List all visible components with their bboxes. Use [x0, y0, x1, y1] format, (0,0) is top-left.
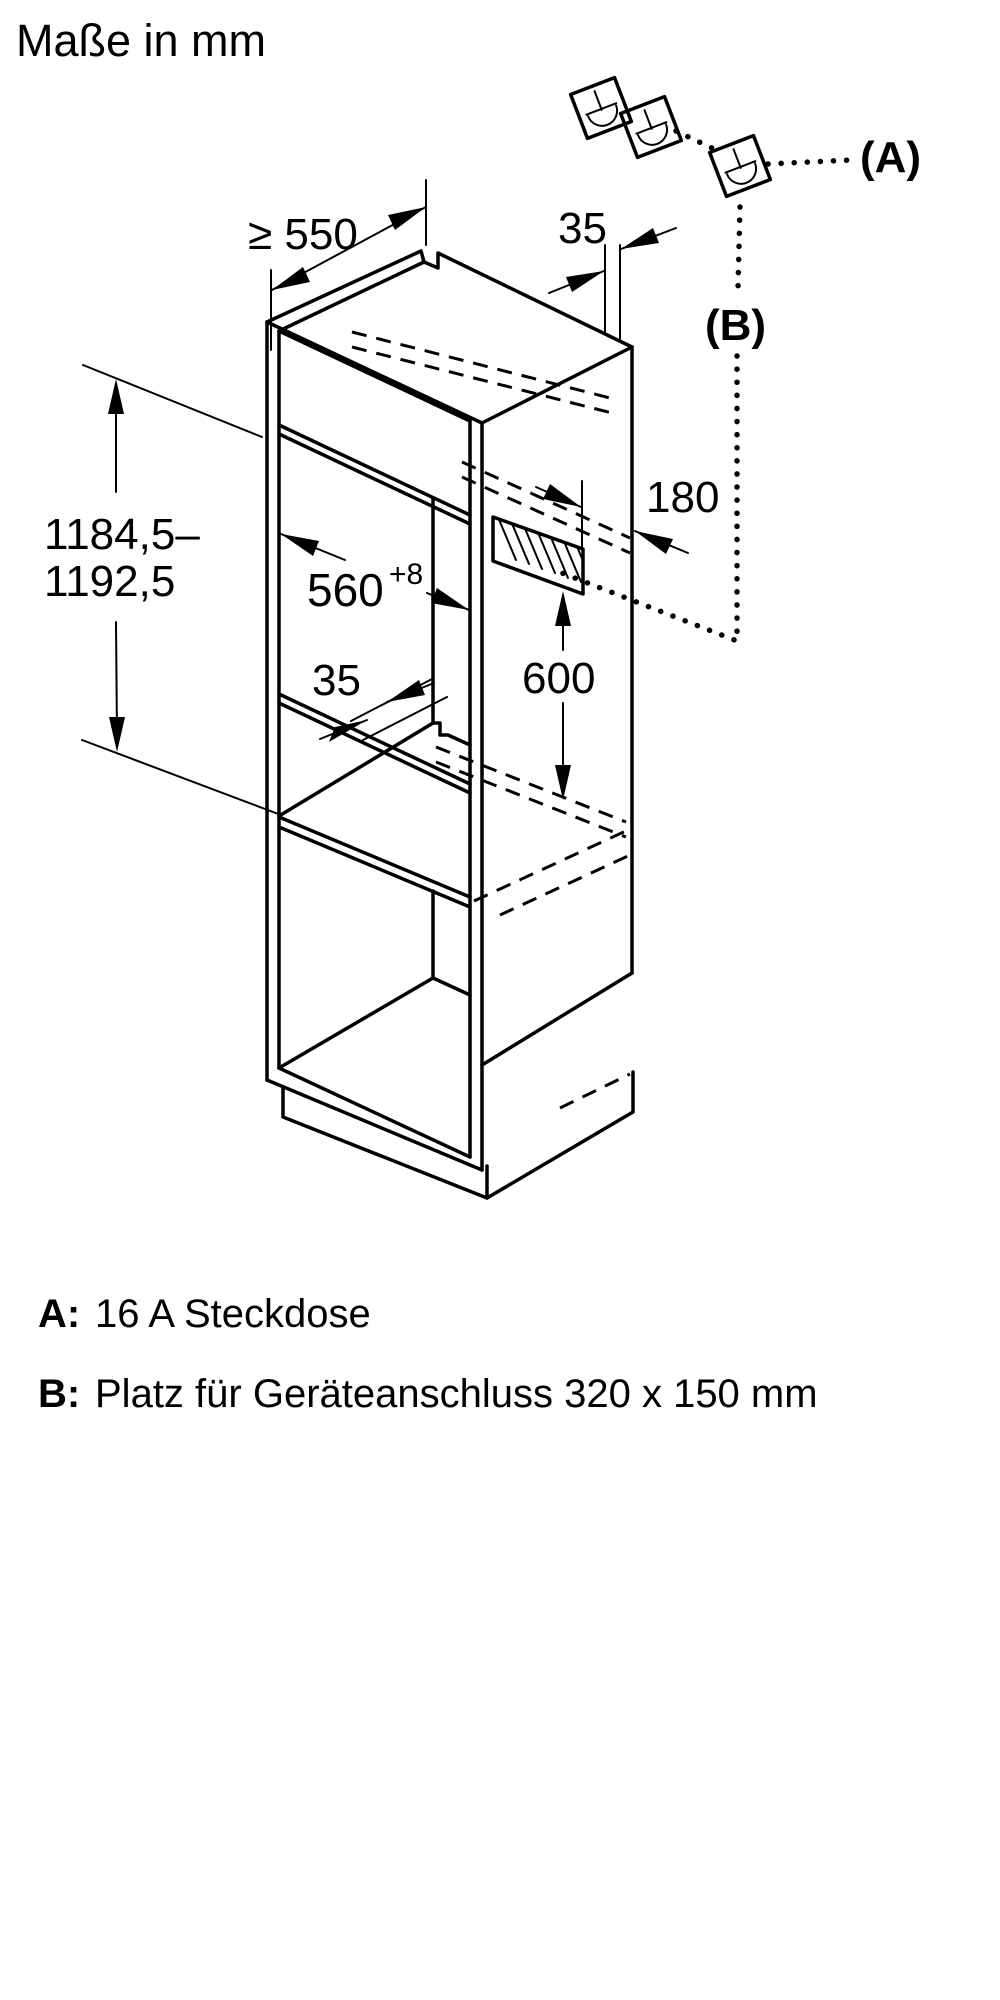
legend — [38, 1292, 818, 1416]
label-socket-a: (A) — [860, 133, 922, 182]
socket-icon — [710, 136, 771, 197]
legend-text-b: Platz für Geräteanschluss 320 x 150 mm — [95, 1372, 818, 1416]
connection-cutout — [493, 510, 607, 594]
dimension-cutout-600 — [522, 591, 595, 800]
dim-height-value-line2: 1192,5 — [44, 557, 176, 606]
dim-width-value: 560 — [307, 564, 384, 616]
dim-depth-value: ≥ 550 — [248, 210, 358, 259]
dim-width-tolerance: +8 — [389, 558, 424, 591]
dimension-height-range — [44, 365, 281, 815]
dimension-width-560 — [281, 534, 469, 616]
legend-key-b: B: — [38, 1372, 81, 1416]
socket-icon — [571, 78, 632, 139]
dim-cutout-height-value: 600 — [522, 654, 596, 703]
dimension-gap-top-35 — [549, 204, 676, 340]
page-title: Maße in mm — [16, 15, 267, 66]
dim-gap-top-value: 35 — [558, 204, 607, 253]
cabinet-outline — [267, 251, 633, 1198]
socket-icon — [621, 97, 682, 158]
socket-icons — [571, 78, 771, 197]
hidden-edges — [352, 332, 630, 1108]
dim-height-value-line1: 1184,5– — [44, 510, 200, 559]
dim-gap-rear-value: 35 — [312, 656, 361, 705]
dim-offset-value: 180 — [646, 473, 720, 522]
legend-text-a: 16 A Steckdose — [95, 1292, 371, 1336]
legend-key-a: A: — [38, 1292, 81, 1336]
label-connection-b: (B) — [705, 301, 767, 350]
